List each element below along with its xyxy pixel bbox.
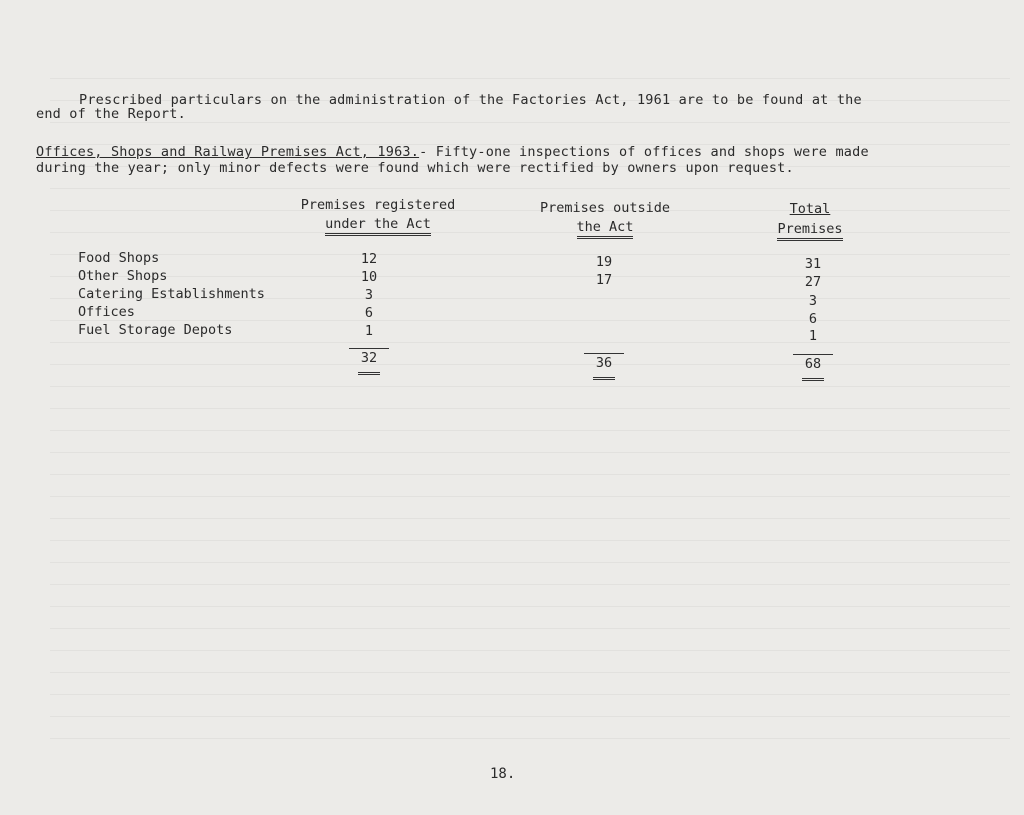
offices-text-1: - Fifty-one inspections of offices and shops were made: [419, 144, 869, 160]
table-row-label: Other Shops: [78, 268, 168, 284]
cell-outside: 17: [595, 272, 613, 288]
cell-registered: 3: [364, 287, 374, 303]
total-outside: 36: [584, 353, 624, 371]
cell-outside: 19: [595, 254, 613, 270]
total-premises: 68: [793, 354, 833, 372]
total-double-rule: [593, 377, 615, 383]
page-number: 18.: [490, 766, 516, 782]
cell-total: 3: [808, 293, 818, 309]
cell-registered: 10: [360, 269, 378, 285]
col-registered-head-2: under the Act: [290, 216, 466, 232]
col-outside-head-2: the Act: [530, 219, 680, 235]
table-row-label: Food Shops: [78, 250, 160, 266]
table-row-label: Fuel Storage Depots: [78, 322, 233, 338]
cell-registered: 12: [360, 251, 378, 267]
col-registered-head-1: Premises registered: [300, 197, 456, 213]
cell-total: 27: [804, 274, 822, 290]
intro-line-2: end of the Report.: [36, 106, 186, 122]
cell-registered: 6: [364, 305, 374, 321]
col-total-head-2: Premises: [770, 221, 850, 237]
total-double-rule: [358, 372, 380, 378]
offices-paragraph-line-1: [36, 144, 869, 160]
total-registered: 32: [349, 348, 389, 366]
offices-act-heading: Offices, Shops and Railway Premises Act, 1963.: [36, 144, 420, 160]
table-row-label: Offices: [78, 304, 135, 320]
cell-total: 6: [808, 311, 818, 327]
total-double-rule: [802, 378, 824, 384]
col-outside-head-1: Premises outside: [539, 200, 671, 216]
offices-text-2: during the year; only minor defects were found which were rectified by owners upon request.: [36, 160, 794, 176]
cell-total: 31: [804, 256, 822, 272]
col-total-head-1: Total: [789, 201, 831, 217]
table-row-label: Catering Establishments: [78, 286, 265, 302]
cell-total: 1: [808, 328, 818, 344]
intro-line-1: Prescribed particulars on the administration of the Factories Act, 1961 are to be found at the: [79, 92, 862, 108]
cell-registered: 1: [364, 323, 374, 339]
